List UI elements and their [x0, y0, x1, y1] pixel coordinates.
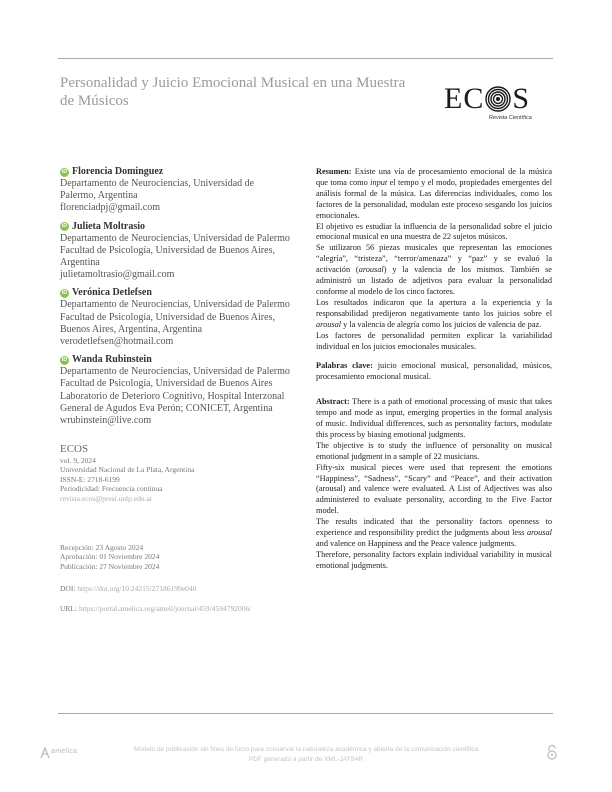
author-affiliation: Facultad de Psicología, Universidad de Buenos Aires — [60, 378, 273, 390]
url-line — [60, 604, 251, 613]
doi-line — [60, 584, 196, 593]
author-email[interactable]: florenciadpj@gmail.com — [60, 202, 161, 214]
journal-name: ECOS — [60, 443, 89, 455]
bottom-rule — [58, 713, 553, 714]
author-affiliation: Palermo, Argentina — [60, 190, 138, 202]
article-title: Personalidad y Juicio Emocional Musical en una Muestra de Músicos — [60, 75, 406, 109]
author-affiliation: General de Agudos Eva Perón; CONICET, Argentina — [60, 402, 273, 414]
author-block — [60, 221, 305, 282]
author-block — [60, 287, 305, 348]
resumen-p4: Los resultados indicaron que la apertura a la experiencia y la responsabilidad predijeron negativamente tanto los juicios sobre el arousal y la valencia de alegría como los juicios de valencia de paz. — [316, 297, 552, 329]
author-affiliation: Argentina — [60, 257, 100, 269]
resumen-p5: Los factores de personalidad permiten explicar la variabilidad individual en los juicios emocionales musicales. — [316, 330, 552, 351]
author-email[interactable]: wrubinstein@live.com — [60, 415, 152, 427]
logo-subtitle: Revista Científica — [489, 115, 532, 121]
date-approved: Aprobación: 01 Noviembre 2024 — [60, 552, 160, 562]
logo-spiral-icon — [485, 86, 511, 112]
keywords-label: Palabras clave: — [316, 361, 373, 371]
amelica-brand: amelica — [51, 748, 78, 755]
orcid-icon[interactable]: iD — [61, 168, 68, 175]
author-email[interactable]: julietamoltrasio@gmail.com — [60, 269, 175, 281]
abstract-p4: The results indicated that the personality factors openness to experience and responsibility predict the judgments about less arousal and valence on Happiness and the Peace valence judgments. — [316, 517, 552, 548]
logo-letter-c: C — [463, 82, 485, 115]
logo-wordmark — [444, 84, 530, 114]
author-affiliation: Laboratorio de Deterioro Cognitivo, Hospital Interzonal — [60, 390, 285, 402]
journal-periodicity: Periodicidad: Frecuencia continua — [60, 484, 163, 494]
author-name: Verónica Detlefsen — [72, 287, 152, 299]
abstract-label: Abstract: — [316, 397, 350, 407]
logo-letter-e: E — [444, 82, 464, 115]
keywords: Palabras clave: juicio emocional musical, personalidad, músicos, procesamiento emocional musical. — [316, 361, 552, 382]
url-label: URL: — [60, 604, 79, 613]
author-block — [60, 166, 305, 215]
page-footer — [0, 745, 612, 765]
resumen-p3: Se utilizaron 56 piezas musicales que representan las emociones “alegría”, “tristeza”, “terror/amenaza” y “paz” y se evaluó la activación (arousal) y la valencia de los mismos. También se administró un listado de adjetivos para evaluar la personalidad conforme al modelo de los cinco factores. — [316, 243, 552, 296]
orcid-icon[interactable]: iD — [61, 223, 68, 230]
author-affiliation: Departamento de Neurociencias, Universidad de Palermo — [60, 366, 290, 378]
orcid-icon[interactable]: iD — [61, 289, 68, 296]
abstract-p3: Fifty-six musical pieces were used that represent the emotions “Happiness”, “Sadness”, “Scary” and “Peace”, and their activation (arousal) and valence were evaluated. A List of Adjectives was also administered to evaluate personality, according to the Five Factor model. — [316, 462, 552, 516]
footer-line2: PDF generado a partir de XML-JATS4R — [248, 756, 364, 763]
abstract-p1: Abstract: There is a path of emotional processing of music that takes tempo and mode as input, emerging properties in the formal analysis of music. Individual differences, such as personality factors, modulate this process by biasing emotional judgments. — [316, 397, 552, 439]
resumen-p1: Resumen: Existe una vía de procesamiento emocional de la música que toma como input el tempo y el modo, propiedades emergentes del análisis formal de la música. Las diferencias individuales, como los factores de la personalidad, modulan este proceso sesgando los juicios emocionales. — [316, 167, 553, 220]
open-access-icon — [546, 744, 558, 760]
author-affiliation: Departamento de Neurociencias, Universidad de Palermo — [60, 232, 290, 244]
author-list — [60, 166, 305, 433]
doi-link[interactable]: https://doi.org/10.24215/27186199e040 — [77, 584, 197, 593]
publication-dates — [60, 543, 159, 571]
author-name: Florencia Dominguez — [72, 166, 164, 177]
author-email[interactable]: verodetlefsen@hotmail.com — [60, 336, 174, 348]
author-affiliation: Facultad de Psicología, Universidad de Buenos Aires, — [60, 244, 275, 256]
abstract-p5: Therefore, personality factors explain individual variability in musical emotional judgments. — [316, 549, 552, 570]
author-block — [60, 354, 305, 427]
date-published: Publicación: 27 Noviembre 2024 — [60, 561, 160, 571]
journal-info — [60, 442, 305, 503]
author-name: Julieta Moltrasio — [72, 220, 146, 232]
journal-publisher: Universidad Nacional de La Plata, Argentina — [60, 465, 195, 475]
abstract-column — [316, 167, 552, 572]
author-affiliation: Departamento de Neurociencias, Universidad de Palermo — [60, 299, 290, 311]
author-affiliation: Departamento de Neurociencias, Universidad de — [60, 178, 255, 189]
resumen-label: Resumen: — [316, 167, 352, 176]
author-affiliation: Facultad de Psicología, Universidad de Buenos Aires, — [60, 311, 275, 323]
ecos-logo — [444, 84, 539, 124]
journal-volume: vol. 9, 2024 — [60, 456, 96, 465]
orcid-icon[interactable]: iD — [61, 356, 68, 363]
abstract-p2: The objective is to study the influence of personality on musical emotional judgment in a sample of 22 musicians. — [316, 440, 552, 461]
url-link[interactable]: https://portal.amelica.org/ameli/journal/459/4594792006/ — [78, 604, 252, 613]
date-received: Recepción: 23 Agosto 2024 — [60, 543, 144, 552]
author-affiliation: Buenos Aires, Argentina, Argentina — [60, 323, 203, 335]
journal-email[interactable]: revista.ecos@presi.unlp.edu.ar — [60, 493, 153, 503]
doi-label: DOI: — [60, 584, 78, 593]
logo-letter-s: S — [512, 82, 531, 115]
journal-issn: ISSN-E: 2718-6199 — [60, 474, 120, 484]
top-rule — [58, 58, 553, 59]
footer-line1: Modelo de publicación sin fines de lucro para conservar la naturaleza académica y abierta de la comunicación científica — [133, 746, 479, 753]
author-name: Wanda Rubinstein — [72, 354, 152, 366]
resumen-p2: El objetivo es estudiar la influencia de la personalidad sobre el juicio emocional musical en una muestra de 22 sujetos músicos. — [316, 221, 552, 242]
